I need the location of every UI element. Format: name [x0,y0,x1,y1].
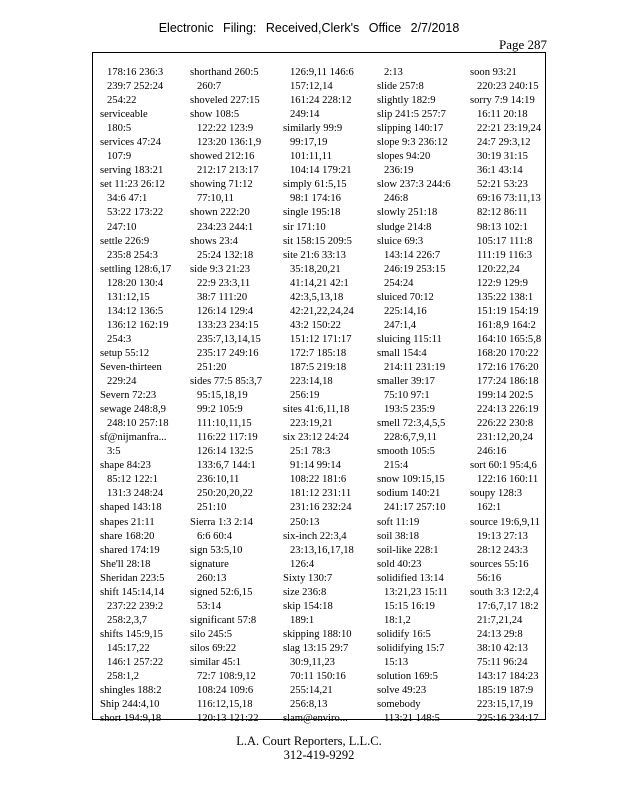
index-continuation-line: 122:9 129:9 [477,277,528,289]
index-entry: slopes 94:20 [377,151,431,163]
index-entry: similar 45:1 [190,656,241,668]
index-continuation-line: 143:14 226:7 [384,249,441,261]
index-entry: settle 226:9 [100,235,150,247]
index-entry: similarly 99:9 [283,123,343,135]
footer [0,734,618,762]
index-continuation-line: 22:9 23:3,11 [197,277,251,289]
index-entry: sold 40:23 [377,558,422,570]
index-continuation-line: 193:5 235:9 [384,404,435,416]
index-column-4 [375,66,459,726]
index-continuation-line: 136:12 162:19 [107,319,169,331]
index-entry: solidifying 15:7 [377,642,445,654]
index-continuation-line: 164:10 165:5,8 [477,333,542,345]
index-continuation-line: 143:17 184:23 [477,671,539,683]
index-continuation-line: 108:24 109:6 [197,685,254,697]
index-continuation-line: 120:22,24 [477,263,520,275]
index-continuation-line: 247:10 [107,221,137,233]
index-continuation-line: 16:11 20:18 [477,109,528,121]
index-entry: sites 41:6,11,18 [283,404,350,416]
index-continuation-line: 235:17 249:16 [197,347,259,359]
index-entry: serviceable [100,109,148,121]
index-continuation-line: 258:2,3,7 [107,614,148,626]
index-continuation-line: 254:3 [107,333,132,345]
index-continuation-line: 126:9,11 146:6 [290,67,354,78]
index-continuation-line: 161:8,9 164:2 [477,319,536,331]
index-continuation-line: 53:22 173:22 [107,207,164,219]
index-entry: small 154:4 [377,347,427,359]
index-continuation-line: 23:13,16,17,18 [290,544,354,556]
index-continuation-line: 116:22 117:19 [197,432,258,444]
index-continuation-line: 17:6,7,17 18:2 [477,600,539,612]
index-entry: showed 212:16 [190,151,255,163]
index-continuation-line: 239:7 252:24 [107,81,164,93]
index-continuation-line: 34:6 47:1 [107,193,148,205]
index-continuation-line: 6:6 60:4 [197,530,233,542]
index-continuation-line: 133:23 234:15 [197,319,259,331]
index-continuation-line: 98:13 102:1 [477,221,528,233]
index-entry: slam@enviro... [283,713,348,725]
index-continuation-line: 108:22 181:6 [290,474,347,486]
index-continuation-line: 99:17,19 [290,137,328,149]
index-continuation-line: 254:24 [384,277,414,289]
index-continuation-line: 24:13 29:8 [477,628,523,640]
index-continuation-line: 15:13 [384,656,409,668]
index-continuation-line: 52:21 53:23 [477,179,528,191]
index-entry: slip 241:5 257:7 [377,109,446,121]
index-continuation-line: 111:10,11,15 [197,418,252,430]
index-continuation-line: 123:20 136:1,9 [197,137,262,149]
index-entry: settling 128:6,17 [100,263,172,275]
index-continuation-line: 251:10 [197,502,227,514]
index-continuation-line: 234:23 244:1 [197,221,254,233]
index-entry: smooth 105:5 [377,446,435,458]
index-continuation-line: 229:24 [107,376,137,388]
index-continuation-line: 131:12,15 [107,291,150,303]
index-continuation-line: 256:19 [290,390,320,402]
index-continuation-line: 236:10,11 [197,474,240,486]
index-continuation-line: 223:19,21 [290,418,333,430]
index-continuation-line: 151:19 154:19 [477,305,539,317]
index-entry: shingles 188:2 [100,685,162,697]
index-entry: sluicing 115:11 [377,333,442,345]
index-continuation-line: 181:12 231:11 [290,488,352,500]
index-entry: somebody [377,699,421,711]
index-entry: sewage 248:8,9 [100,404,166,416]
index-continuation-line: 235:7,13,14,15 [197,333,261,345]
index-continuation-line: 255:14,21 [290,685,333,697]
index-continuation-line: 225:14,16 [384,305,427,317]
index-entry: site 21:6 33:13 [283,249,346,261]
index-continuation-line: 122:16 160:11 [477,474,539,486]
index-entry: signed 52:6,15 [190,586,253,598]
page-number: Page 287 [498,37,547,52]
index-entry: Sierra 1:3 2:14 [190,516,253,528]
index-entry: shown 222:20 [190,207,250,219]
index-entry: source 19:6,9,11 [470,516,540,528]
index-continuation-line: 126:14 129:4 [197,305,254,317]
index-entry: solve 49:23 [377,685,427,697]
index-continuation-line: 13:21,23 15:11 [384,586,448,598]
index-entry: sources 55:16 [470,558,529,570]
index-continuation-line: 258:1,2 [107,671,140,683]
index-entry: serving 183:21 [100,165,164,177]
index-entry: sf@nijmanfra... [100,432,167,444]
index-entry: side 9:3 21:23 [190,263,251,275]
court-reporter-phone: 312-419-9292 [283,748,355,762]
index-entry: show 108:5 [190,109,240,121]
index-entry: sides 77:5 85:3,7 [190,376,263,388]
index-continuation-line: 231:12,20,24 [477,432,533,444]
index-entry: silo 245:5 [190,628,233,640]
index-entry: soil-like 228:1 [377,544,439,556]
index-entry: Sixty 130:7 [283,572,333,584]
index-continuation-line: 248:10 257:18 [107,418,169,430]
index-continuation-line: 223:15,17,19 [477,699,533,711]
index-entry: six 23:12 24:24 [283,432,349,444]
index-continuation-line: 95:15,18,19 [197,390,248,402]
index-entry: silos 69:22 [190,642,237,654]
index-continuation-line: 145:17,22 [107,642,150,654]
index-continuation-line: 30:9,11,23 [290,656,335,668]
index-continuation-line: 113:21 148:5 [384,713,440,725]
index-continuation-line: 178:16 236:3 [107,67,164,78]
index-continuation-line: 42:3,5,13,18 [290,291,344,303]
index-continuation-line: 172:16 176:20 [477,361,539,373]
index-entry: She'll 28:18 [100,558,151,570]
index-entry: shifts 145:9,15 [100,628,163,640]
index-continuation-line: 220:23 240:15 [477,81,539,93]
index-continuation-line: 226:22 230:8 [477,418,534,430]
index-entry: significant 57:8 [190,614,257,626]
index-continuation-line: 161:24 228:12 [290,95,352,107]
index-column-2 [188,66,272,726]
index-continuation-line: 187:5 219:18 [290,361,347,373]
index-entry: Ship 244:4,10 [100,699,160,711]
index-continuation-line: 69:16 73:11,13 [477,193,541,205]
index-continuation-line: 237:22 239:2 [107,600,164,612]
index-entry: showing 71:12 [190,179,253,191]
index-continuation-line: 260:13 [197,572,227,584]
index-continuation-line: 19:13 27:13 [477,530,528,542]
index-entry: shows 23:4 [190,235,238,247]
index-entry: short 194:9,18 [100,713,162,725]
index-frame [92,52,546,725]
index-continuation-line: 72:7 108:9,12 [197,671,256,683]
index-continuation-line: 70:11 150:16 [290,671,346,683]
index-continuation-line: 212:17 213:17 [197,165,259,177]
index-continuation-line: 91:14 99:14 [290,460,341,472]
index-entry: slipping 140:17 [377,123,444,135]
index-continuation-line: 246:16 [477,446,507,458]
index-continuation-line: 105:17 111:8 [477,235,533,247]
index-entry: snow 109:15,15 [377,474,445,486]
index-continuation-line: 107:9 [107,151,132,163]
index-continuation-line: 214:11 231:19 [384,361,446,373]
index-entry: set 11:23 26:12 [100,179,165,191]
index-continuation-line: 30:19 31:15 [477,151,528,163]
index-continuation-line: 25:1 78:3 [290,446,331,458]
index-entry: shorthand 260:5 [190,67,259,78]
index-continuation-line: 168:20 170:22 [477,347,539,359]
index-continuation-line: 38:10 42:13 [477,642,528,654]
index-entry: services 47:24 [100,137,161,149]
index-continuation-line: 53:14 [197,600,222,612]
index-continuation-line: 82:12 86:11 [477,207,528,219]
index-entry: soft 11:19 [377,516,420,528]
index-entry: slow 237:3 244:6 [377,179,451,191]
index-continuation-line: 3:5 [107,446,121,458]
index-column-5 [468,66,552,726]
index-entry: soupy 128:3 [470,488,523,500]
index-continuation-line: 24:7 29:3,12 [477,137,531,149]
index-continuation-line: 133:6,7 144:1 [197,460,256,472]
index-entry: slag 13:15 29:7 [283,642,349,654]
index-entry: sir 171:10 [283,221,326,233]
index-continuation-line: 41:14,21 42:1 [290,277,349,289]
index-continuation-line: 75:10 97:1 [384,390,430,402]
index-continuation-line: 254:22 [107,95,137,107]
index-continuation-line: 21:7,21,24 [477,614,523,626]
index-continuation-line: 185:19 187:9 [477,685,534,697]
index-continuation-line: 122:22 123:9 [197,123,254,135]
index-continuation-line: 38:7 111:20 [197,291,248,303]
index-continuation-line: 126:14 132:5 [197,446,254,458]
index-continuation-line: 42:21,22,24,24 [290,305,354,317]
index-continuation-line: 131:3 248:24 [107,488,164,500]
index-entry: solidified 13:14 [377,572,444,584]
index-entry: setup 55:12 [100,347,150,359]
index-continuation-line: 85:12 122:1 [107,474,158,486]
index-entry: shapes 21:11 [100,516,155,528]
filing-stamp: Electronic Filing: Received,Clerk's Office 2/7/2018 [158,21,460,35]
index-entry: solution 169:5 [377,671,438,683]
index-continuation-line: 151:12 171:17 [290,333,352,345]
index-entry: sluice 69:3 [377,235,424,247]
index-entry: Sheridan 223:5 [100,572,165,584]
index-continuation-line: 126:4 [290,558,315,570]
index-continuation-line: 18:1,2 [384,614,411,626]
court-reporter-name: L.A. Court Reporters, L.L.C. [236,734,382,748]
index-entry: sludge 214:8 [377,221,432,233]
index-continuation-line: 99:2 105:9 [197,404,243,416]
index-entry: solidify 16:5 [377,628,431,640]
index-entry: smaller 39:17 [377,376,435,388]
index-entry: signature [190,558,229,570]
index-continuation-line: 246:19 253:15 [384,263,446,275]
index-continuation-line: 199:14 202:5 [477,390,534,402]
index-continuation-line: 128:20 130:4 [107,277,164,289]
index-entry: size 236:8 [283,586,327,598]
index-entry: shaped 143:18 [100,502,162,514]
index-entry: smell 72:3,4,5,5 [377,418,446,430]
index-continuation-line: 35:18,20,21 [290,263,341,275]
index-entry: six-inch 22:3,4 [283,530,347,542]
index-continuation-line: 224:13 226:19 [477,404,539,416]
index-entry: slide 257:8 [377,81,424,93]
index-continuation-line: 162:1 [477,502,502,514]
index-continuation-line: 146:1 257:22 [107,656,164,668]
index-continuation-line: 111:19 116:3 [477,249,533,261]
index-continuation-line: 22:21 23:19,24 [477,123,542,135]
index-entry: Severn 72:23 [100,390,157,402]
index-continuation-line: 215:4 [384,460,409,472]
index-column-3 [281,66,365,726]
index-continuation-line: 104:14 179:21 [290,165,352,177]
index-entry: sorry 7:9 14:19 [470,95,535,107]
index-continuation-line: 241:17 257:10 [384,502,446,514]
index-entry: share 168:20 [100,530,155,542]
index-continuation-line: 223:14,18 [290,376,333,388]
index-entry: slope 9:3 236:12 [377,137,448,149]
index-continuation-line: 189:1 [290,614,315,626]
index-entry: sodium 140:21 [377,488,441,500]
index-continuation-line: 56:16 [477,572,502,584]
index-continuation-line: 247:1,4 [384,319,417,331]
index-continuation-line: 135:22 138:1 [477,291,534,303]
index-entry: slowly 251:18 [377,207,438,219]
index-continuation-line: 98:1 174:16 [290,193,341,205]
index-continuation-line: 172:7 185:18 [290,347,347,359]
index-continuation-line: 236:19 [384,165,414,177]
index-continuation-line: 225:16 234:17 [477,713,539,725]
index-entry: sluiced 70:12 [377,291,434,303]
index-continuation-line: 249:14 [290,109,320,121]
index-continuation-line: 157:12,14 [290,81,333,93]
index-entry: soon 93:21 [470,67,517,78]
index-continuation-line: 101:11,11 [290,151,332,163]
index-continuation-line: 25:24 132:18 [197,249,254,261]
index-continuation-line: 134:12 136:5 [107,305,164,317]
index-continuation-line: 120:13 121:22 [197,713,259,725]
index-entry: shared 174:19 [100,544,160,556]
index-entry: shoveled 227:15 [190,95,260,107]
index-continuation-line: 77:10,11 [197,193,234,205]
index-continuation-line: 251:20 [197,361,227,373]
index-continuation-line: 246:8 [384,193,409,205]
index-entry: sign 53:5,10 [190,544,243,556]
index-entry: south 3:3 12:2,4 [470,586,539,598]
index-continuation-line: 228:6,7,9,11 [384,432,437,444]
index-entry: simply 61:5,15 [283,179,347,191]
index-continuation-line: 116:12,15,18 [197,699,253,711]
index-continuation-line: 15:15 16:19 [384,600,435,612]
index-continuation-line: 43:2 150:22 [290,319,341,331]
index-continuation-line: 36:1 43:14 [477,165,523,177]
index-entry: single 195:18 [283,207,341,219]
index-continuation-line: 256:8,13 [290,699,328,711]
index-entry: soil 38:18 [377,530,420,542]
index-entry: skip 154:18 [283,600,333,612]
index-entry: sit 158:15 209:5 [283,235,352,247]
index-entry: skipping 188:10 [283,628,352,640]
index-continuation-line: 177:24 186:18 [477,376,539,388]
index-continuation-line: 180:5 [107,123,132,135]
index-continuation-line: 231:16 232:24 [290,502,352,514]
index-column-1 [98,66,182,726]
index-entry: sort 60:1 95:4,6 [470,460,537,472]
index-entry: slightly 182:9 [377,95,436,107]
index-entry: shape 84:23 [100,460,151,472]
index-continuation-line: 250:20,20,22 [197,488,253,500]
index-entry: shift 145:14,14 [100,586,165,598]
index-continuation-line: 260:7 [197,81,222,93]
index-continuation-line: 75:11 96:24 [477,656,528,668]
index-continuation-line: 28:12 243:3 [477,544,528,556]
index-continuation-line: 235:8 254:3 [107,249,158,261]
index-continuation-line: 2:13 [384,67,403,78]
index-continuation-line: 250:13 [290,516,320,528]
index-entry: Seven-thirteen [100,361,162,373]
